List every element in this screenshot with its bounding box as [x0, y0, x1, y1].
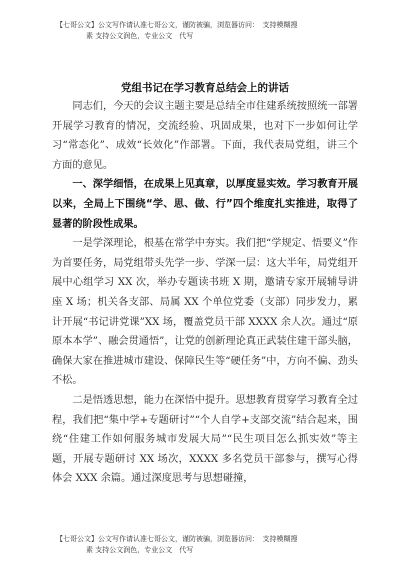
document-body	[52, 97, 358, 489]
document-title: 党组书记在学习教育总结会上的讲话	[121, 82, 289, 94]
header-watermark-note	[56, 20, 356, 42]
paragraph-theory-study: 一是学深理论，根基在常学中夯实。我们把“学规定、悟要义”作为首要任务，局党组带头先学一步、学深一层：这大半年，局党组开展中心组学习 XX 次，举办专题读书班 X 期，邀请专家开展辅导讲座 X 场；机关各支部、局属 XX 个单位党委（支部）同步发力，累计开展“书记讲党课”XX 场，覆盖党员干部 XXXX 余人次。通过“原原本本学”、融会贯通悟”，让党的创新理论真正武装住建干部头脑，确保大家在推进城市建设、保障民生等“硬任务”中，方向不偏、劲头不松。	[52, 238, 358, 387]
header-note-line2: 素 支持公文润色，专业公文 代写	[86, 32, 194, 40]
paragraph-thought-comprehension: 二是悟透思想，能力在深悟中提升。思想教育贯穿学习教育全过程，我们把“集中学+专题研讨”“个人自学+支部交流”结合起来，围绕“住建工作如何服务城市发展大局”“民生项目怎么抓实效”等主题，开展专题研讨 XX 场次，XXXX 多名党员干部参与，撰写心得体会 XXX 余篇。通过深度思考与思想碰撞，	[52, 394, 358, 485]
footer-watermark-note	[56, 534, 356, 556]
footer-note-line2: 素 支持公文润色，专业公文 代写	[86, 546, 194, 554]
header-note-line1: 【七哥公文】公文写作请认准七哥公文，谨防被骗，浏览器访问： 支持模糊搜	[56, 21, 298, 29]
footer-note-line1: 【七哥公文】公文写作请认准七哥公文，谨防被骗，浏览器访问： 支持模糊搜	[56, 535, 298, 543]
section-heading-1: 一、深学细悟，在成果上见真章，以厚度显实效。学习教育开展以来，全局上下围绕“学、思、做、行”四个维度扎实推进，取得了显著的阶段性成果。	[52, 179, 358, 230]
paragraph-intro: 同志们，今天的会议主题主要是总结全市住建系统按照统一部署开展学习教育的情况，交流经验、巩固成果，也对下一步如何让学习“常态化”、成效“长效化”作部署。下面，我代表局党组，讲三个方面的意见。	[52, 101, 358, 171]
